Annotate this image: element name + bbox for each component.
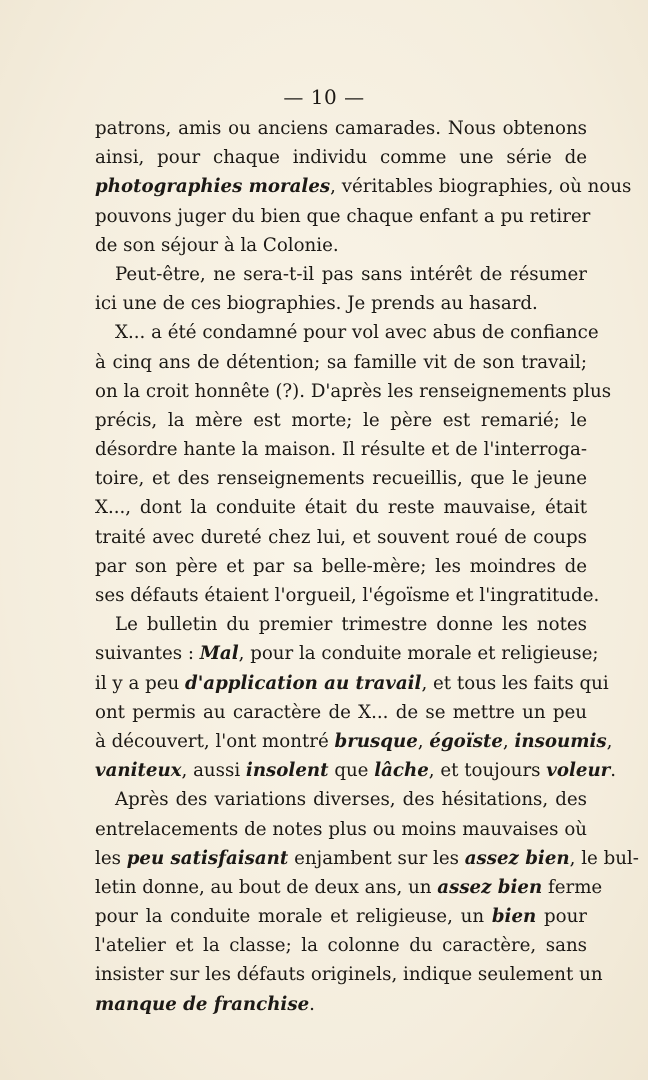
text-segment: entrelacements de notes plus ou moins mauvaises où	[95, 818, 587, 840]
text-segment: il y a peu	[95, 672, 185, 694]
text-line	[95, 990, 587, 1019]
text-segment: insister sur les défauts originels, indique seulement un	[95, 964, 603, 986]
text-line	[95, 318, 599, 347]
text-segment: de son séjour à la Colonie.	[95, 234, 339, 256]
text-segment: désordre hante la maison. Il résulte et de l'interroga-	[95, 439, 587, 461]
emphasized-text: voleur	[546, 760, 611, 782]
emphasized-text: manque de franchise	[95, 993, 310, 1015]
text-segment: pour la conduite morale et religieuse, un	[95, 906, 492, 928]
page-number: — 10 —	[283, 85, 365, 109]
text-line	[95, 464, 587, 493]
text-segment: , et toujours	[428, 760, 547, 782]
text-segment: X..., dont la conduite était du reste mauvaise, était	[95, 497, 587, 519]
emphasized-text: d'application au travail	[185, 672, 422, 694]
text-segment: par son père et par sa belle-mère; les moindres de	[95, 555, 587, 577]
text-line	[95, 815, 587, 844]
text-line	[95, 143, 587, 172]
text-line	[95, 172, 632, 201]
emphasized-text: assez bien	[464, 847, 570, 869]
emphasized-text: brusque	[334, 730, 418, 752]
text-segment: ferme	[542, 876, 603, 898]
text-segment: , aussi	[181, 760, 246, 782]
text-line	[95, 114, 587, 143]
text-line	[95, 523, 587, 552]
text-segment: patrons, amis ou anciens camarades. Nous obtenons	[95, 118, 587, 139]
text-line	[95, 844, 639, 873]
text-line	[95, 260, 587, 289]
text-segment: ainsi, pour chaque individu comme une série de	[95, 147, 587, 169]
text-segment: Peut-être, ne sera-t-il pas sans intérêt de résumer	[115, 263, 587, 285]
text-segment: ses défauts étaient l'orgueil, l'égoïsme et l'ingratitude.	[95, 585, 600, 606]
text-line	[95, 756, 617, 785]
text-segment: ,	[417, 730, 430, 752]
text-segment: l'atelier et la classe; la colonne du caractère, sans	[95, 935, 587, 957]
text-line	[95, 669, 609, 698]
text-segment: on la croit honnête (?). D'après les renseignements plus	[95, 380, 612, 402]
text-segment: ,	[502, 730, 515, 752]
text-segment: pour	[536, 906, 587, 928]
text-line	[95, 435, 587, 464]
text-line	[95, 902, 587, 931]
text-segment: suivantes :	[95, 643, 200, 665]
text-line	[95, 377, 612, 406]
text-line	[95, 348, 587, 377]
text-segment: .	[610, 760, 617, 782]
text-line	[95, 698, 587, 727]
text-segment: toire, et des renseignements recueillis, que le jeune	[95, 468, 587, 490]
text-line	[95, 289, 587, 318]
text-segment: , pour la conduite morale et religieuse;	[238, 643, 599, 665]
text-line	[95, 931, 587, 960]
text-segment: letin donne, au bout de deux ans, un	[95, 876, 438, 898]
emphasized-text: photographies morales	[95, 176, 331, 198]
text-line	[95, 406, 587, 435]
text-segment: Après des variations diverses, des hésitations, des	[115, 789, 587, 811]
emphasized-text: vaniteux	[95, 760, 182, 782]
text-segment: enjambent sur les	[288, 847, 465, 869]
emphasized-text: assez bien	[437, 876, 543, 898]
text-segment: Le bulletin du premier trimestre donne les notes	[115, 614, 587, 636]
text-line	[95, 960, 603, 989]
emphasized-text: peu satisfaisant	[126, 847, 289, 869]
text-segment: , le bul-	[569, 847, 639, 869]
text-line	[95, 610, 587, 639]
body-text	[95, 114, 639, 1019]
emphasized-text: bien	[491, 906, 537, 928]
text-segment: à cinq ans de détention; sa famille vit de son travail;	[95, 351, 587, 373]
text-segment: précis, la mère est morte; le père est remarié; le	[95, 409, 587, 431]
emphasized-text: lâche	[374, 760, 429, 782]
emphasized-text: Mal	[199, 643, 239, 665]
text-segment: les	[95, 847, 127, 869]
text-line	[95, 785, 587, 814]
text-segment: , et tous les faits qui	[421, 672, 609, 694]
text-segment: que	[328, 760, 375, 782]
text-line	[95, 873, 603, 902]
text-line	[95, 581, 600, 610]
text-segment: à découvert, l'ont montré	[95, 730, 335, 752]
text-line	[95, 493, 587, 522]
text-segment: traité avec dureté chez lui, et souvent roué de coups	[95, 526, 587, 548]
text-segment: ,	[606, 730, 613, 752]
text-segment: .	[309, 993, 315, 1015]
text-line	[95, 727, 613, 756]
text-line	[95, 202, 591, 231]
text-segment: ici une de ces biographies. Je prends au hasard.	[95, 293, 538, 315]
text-segment: pouvons juger du bien que chaque enfant a pu retirer	[95, 205, 591, 227]
emphasized-text: égoïste	[429, 730, 503, 752]
text-segment: ont permis au caractère de X... de se mettre un peu	[95, 701, 587, 723]
text-line	[95, 639, 599, 668]
emphasized-text: insoumis	[514, 730, 607, 752]
text-segment: , véritables biographies, où nous	[330, 176, 632, 198]
emphasized-text: insolent	[245, 760, 329, 782]
text-line	[95, 552, 587, 581]
text-segment: X... a été condamné pour vol avec abus de confiance	[115, 322, 599, 344]
text-line	[95, 231, 587, 260]
